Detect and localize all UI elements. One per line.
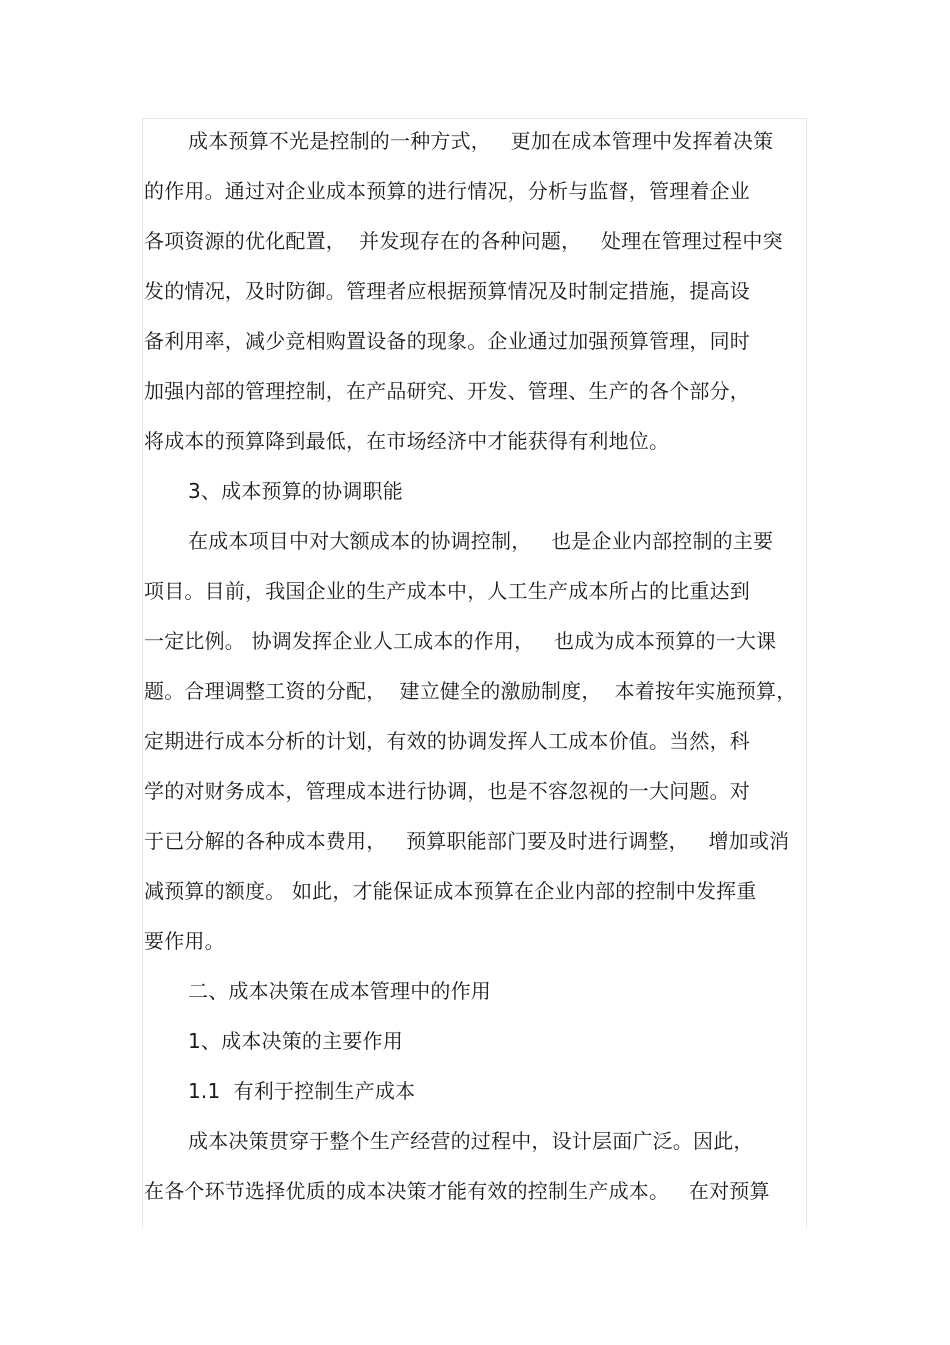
subsection-heading: 1.1 有利于控制生产成本 bbox=[188, 1079, 416, 1103]
paragraph-line: 成本决策贯穿于整个生产经营的过程中，设计层面广泛。因此， bbox=[188, 1129, 754, 1153]
paragraph-line: 加强内部的管理控制，在产品研究、开发、管理、生产的各个部分， bbox=[144, 379, 750, 403]
paragraph-line: 在成本项目中对大额成本的协调控制， 也是企业内部控制的主要 bbox=[188, 529, 774, 553]
paragraph-line: 将成本的预算降到最低，在市场经济中才能获得有利地位。 bbox=[144, 429, 670, 453]
paragraph-line: 在各个环节选择优质的成本决策才能有效的控制生产成本。 在对预算 bbox=[144, 1179, 770, 1203]
paragraph-line: 项目。目前，我国企业的生产成本中，人工生产成本所占的比重达到 bbox=[144, 579, 750, 603]
paragraph-line: 学的对财务成本，管理成本进行协调，也是不容忽视的一大问题。对 bbox=[144, 779, 750, 803]
paragraph-line: 减预算的额度。 如此，才能保证成本预算在企业内部的控制中发挥重 bbox=[144, 879, 757, 903]
section-heading: 1、成本决策的主要作用 bbox=[188, 1029, 403, 1053]
paragraph-line: 的作用。通过对企业成本预算的进行情况，分析与监督，管理着企业 bbox=[144, 179, 750, 203]
section-heading: 3、成本预算的协调职能 bbox=[188, 479, 403, 503]
paragraph-line: 题。合理调整工资的分配， 建立健全的激励制度， 本着按年实施预算， bbox=[144, 679, 797, 703]
paragraph-line: 发的情况，及时防御。管理者应根据预算情况及时制定措施，提高设 bbox=[144, 279, 750, 303]
paragraph-line: 各项资源的优化配置， 并发现存在的各种问题， 处理在管理过程中突 bbox=[144, 229, 783, 253]
paragraph-line: 定期进行成本分析的计划，有效的协调发挥人工成本价值。当然，科 bbox=[144, 729, 750, 753]
paragraph-line: 要作用。 bbox=[144, 929, 225, 953]
chapter-heading: 二、成本决策在成本管理中的作用 bbox=[188, 979, 491, 1003]
paragraph-line: 备利用率，减少竞相购置设备的现象。企业通过加强预算管理，同时 bbox=[144, 329, 750, 353]
paragraph-line: 成本预算不光是控制的一种方式， 更加在成本管理中发挥着决策 bbox=[188, 129, 774, 153]
paragraph-line: 一定比例。 协调发挥企业人工成本的作用， 也成为成本预算的一大课 bbox=[144, 629, 777, 653]
paragraph-line: 于已分解的各种成本费用， 预算职能部门要及时进行调整， 增加或消 bbox=[144, 829, 790, 853]
